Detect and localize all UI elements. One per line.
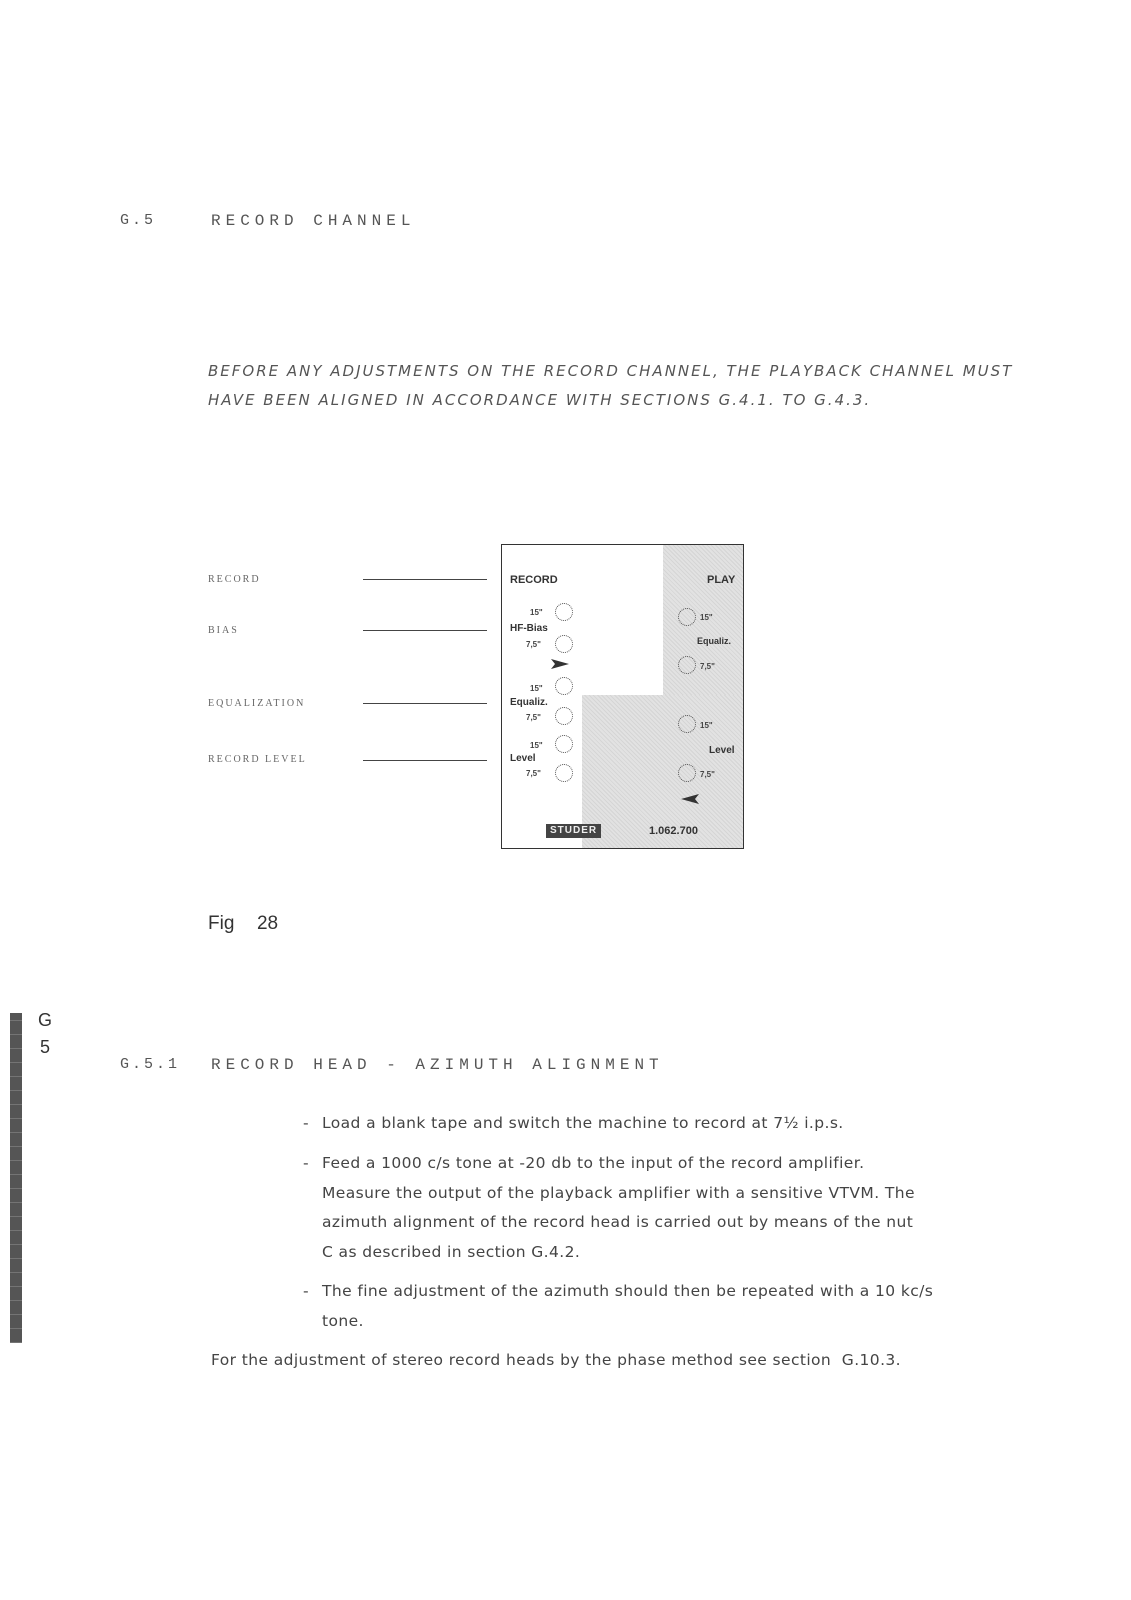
figure-label: Fig 28 [208,913,279,934]
callout-line-record [363,579,487,580]
play-eq-75-trimmer[interactable] [678,656,696,674]
precaution-note-line-2: HAVE BEEN ALIGNED IN ACCORDANCE WITH SECTIONS G.4.1. TO G.4.3. [208,391,872,409]
step-2-line-3: azimuth alignment of the record head is carried out by means of the nut [322,1213,914,1231]
level-15-trimmer[interactable] [555,735,573,753]
step-2-line-2: Measure the output of the playback amplifier with a sensitive VTVM. The [322,1184,915,1202]
subsection-number: G.5.1 [120,1056,181,1073]
panel-play-label: PLAY [707,574,736,586]
play-eq-15-label: 15" [700,613,713,622]
callout-record: RECORD [208,574,261,585]
callout-record-level: RECORD LEVEL [208,754,307,765]
step-2-line-1: Feed a 1000 c/s tone at -20 db to the input of the record amplifier. [322,1154,865,1172]
section-tab-bar [10,1013,22,1343]
callout-equalization: EQUALIZATION [208,698,306,709]
eq-15-trimmer[interactable] [555,677,573,695]
stereo-head-note: For the adjustment of stereo record heads by the phase method see section G.10.3. [211,1351,901,1369]
play-level-label: Level [709,745,735,756]
bias-15-trimmer[interactable] [555,603,573,621]
step-3-dash: - [303,1282,309,1300]
panel-part-number: 1.062.700 [649,825,698,837]
eq-75-trimmer[interactable] [555,707,573,725]
callout-line-bias [363,630,487,631]
equaliz-label: Equaliz. [510,697,548,708]
subsection-title: RECORD HEAD - AZIMUTH ALIGNMENT [211,1056,664,1074]
section-title: RECORD CHANNEL [211,212,416,230]
bias-75-trimmer[interactable] [555,635,573,653]
level-75-trimmer[interactable] [555,764,573,782]
play-equaliz-label: Equaliz. [697,636,732,646]
panel-record-label: RECORD [510,574,558,586]
eq-15-label: 15" [530,684,543,693]
step-3-line-1: The fine adjustment of the azimuth should then be repeated with a 10 kc/s [322,1282,934,1300]
play-level-15-label: 15" [700,721,713,730]
section-number: G.5 [120,212,157,229]
callout-bias: BIAS [208,625,239,636]
eq-75-label: 7,5" [526,713,541,722]
section-tab-number: 5 [40,1037,51,1057]
section-tab-letter: G [38,1010,53,1030]
play-level-15-trimmer[interactable] [678,715,696,733]
precaution-note-line-1: BEFORE ANY ADJUSTMENTS ON THE RECORD CHANNEL, THE PLAYBACK CHANNEL MUST [208,362,1014,380]
step-3-line-2: tone. [322,1312,364,1330]
bias-75-label: 7,5" [526,640,541,649]
play-level-75-trimmer[interactable] [678,764,696,782]
step-1-line-1: Load a blank tape and switch the machine to record at 7½ i.p.s. [322,1114,844,1132]
callout-line-equalization [363,703,487,704]
step-2-line-4: C as described in section G.4.2. [322,1243,581,1261]
step-1-dash: - [303,1114,309,1132]
control-panel [501,544,744,849]
step-2-dash: - [303,1154,309,1172]
play-eq-15-trimmer[interactable] [678,608,696,626]
callout-line-record-level [363,760,487,761]
studer-logo: STUDER [546,824,601,838]
hf-bias-label: HF-Bias [510,623,548,634]
level-75-label: 7,5" [526,769,541,778]
play-arrow-icon [680,792,700,806]
level-15-label: 15" [530,741,543,750]
play-level-75-label: 7,5" [700,770,715,779]
record-arrow-icon [550,657,570,671]
play-eq-75-label: 7,5" [700,662,715,671]
level-label: Level [510,753,536,764]
bias-15-label: 15" [530,608,543,617]
